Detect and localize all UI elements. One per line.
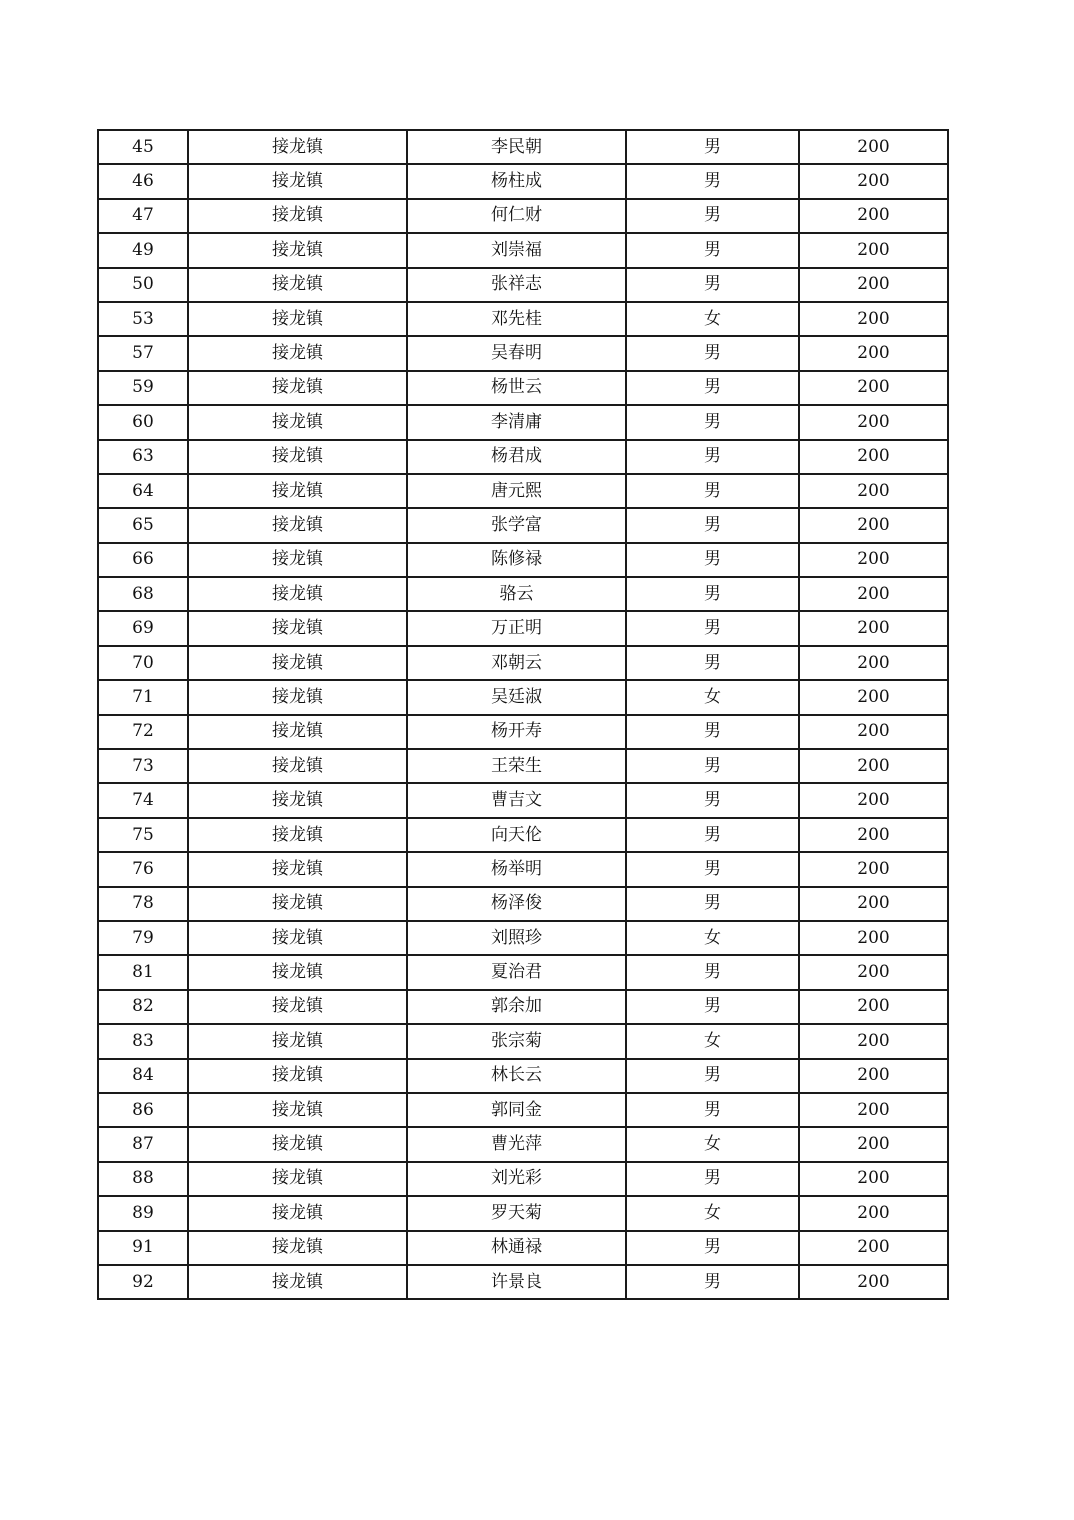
gender-cell: 男: [626, 783, 799, 817]
name-cell: 杨柱成: [407, 164, 626, 198]
gender-cell: 男: [626, 887, 799, 921]
row-number-cell: 87: [98, 1127, 188, 1161]
town-cell: 接龙镇: [188, 646, 407, 680]
table-row: [98, 405, 948, 439]
gender-cell: 男: [626, 1231, 799, 1265]
town-cell: 接龙镇: [188, 164, 407, 198]
table-row: [98, 474, 948, 508]
amount-cell: 200: [799, 508, 948, 542]
town-cell: 接龙镇: [188, 1127, 407, 1161]
row-number-cell: 88: [98, 1162, 188, 1196]
name-cell: 林长云: [407, 1059, 626, 1093]
roster-table-body: [98, 130, 948, 1299]
name-cell: 张学富: [407, 508, 626, 542]
table-row: [98, 336, 948, 370]
table-row: [98, 852, 948, 886]
table-row: [98, 749, 948, 783]
table-row: [98, 921, 948, 955]
gender-cell: 女: [626, 680, 799, 714]
table-row: [98, 1024, 948, 1058]
amount-cell: 200: [799, 1265, 948, 1299]
gender-cell: 男: [626, 1093, 799, 1127]
amount-cell: 200: [799, 646, 948, 680]
row-number-cell: 49: [98, 233, 188, 267]
amount-cell: 200: [799, 715, 948, 749]
amount-cell: 200: [799, 164, 948, 198]
amount-cell: 200: [799, 1231, 948, 1265]
name-cell: 吴廷淑: [407, 680, 626, 714]
name-cell: 邓朝云: [407, 646, 626, 680]
row-number-cell: 81: [98, 955, 188, 989]
row-number-cell: 69: [98, 611, 188, 645]
name-cell: 万正明: [407, 611, 626, 645]
row-number-cell: 64: [98, 474, 188, 508]
name-cell: 杨世云: [407, 371, 626, 405]
name-cell: 杨泽俊: [407, 887, 626, 921]
gender-cell: 男: [626, 440, 799, 474]
town-cell: 接龙镇: [188, 852, 407, 886]
amount-cell: 200: [799, 1162, 948, 1196]
row-number-cell: 53: [98, 302, 188, 336]
gender-cell: 女: [626, 1024, 799, 1058]
amount-cell: 200: [799, 1093, 948, 1127]
table-row: [98, 233, 948, 267]
town-cell: 接龙镇: [188, 715, 407, 749]
name-cell: 林通禄: [407, 1231, 626, 1265]
town-cell: 接龙镇: [188, 577, 407, 611]
table-row: [98, 611, 948, 645]
row-number-cell: 57: [98, 336, 188, 370]
amount-cell: 200: [799, 268, 948, 302]
name-cell: 罗天菊: [407, 1196, 626, 1230]
table-row: [98, 371, 948, 405]
amount-cell: 200: [799, 921, 948, 955]
row-number-cell: 46: [98, 164, 188, 198]
gender-cell: 男: [626, 818, 799, 852]
town-cell: 接龙镇: [188, 130, 407, 164]
gender-cell: 男: [626, 646, 799, 680]
table-row: [98, 1265, 948, 1299]
amount-cell: 200: [799, 749, 948, 783]
row-number-cell: 76: [98, 852, 188, 886]
name-cell: 向天伦: [407, 818, 626, 852]
amount-cell: 200: [799, 233, 948, 267]
town-cell: 接龙镇: [188, 336, 407, 370]
name-cell: 唐元熙: [407, 474, 626, 508]
town-cell: 接龙镇: [188, 818, 407, 852]
gender-cell: 女: [626, 921, 799, 955]
table-row: [98, 1196, 948, 1230]
gender-cell: 男: [626, 1162, 799, 1196]
gender-cell: 男: [626, 990, 799, 1024]
row-number-cell: 47: [98, 199, 188, 233]
name-cell: 陈修禄: [407, 543, 626, 577]
town-cell: 接龙镇: [188, 1024, 407, 1058]
gender-cell: 男: [626, 1265, 799, 1299]
gender-cell: 男: [626, 543, 799, 577]
gender-cell: 男: [626, 1059, 799, 1093]
name-cell: 杨开寿: [407, 715, 626, 749]
name-cell: 刘照珍: [407, 921, 626, 955]
row-number-cell: 50: [98, 268, 188, 302]
table-row: [98, 543, 948, 577]
name-cell: 曹吉文: [407, 783, 626, 817]
table-row: [98, 887, 948, 921]
row-number-cell: 91: [98, 1231, 188, 1265]
row-number-cell: 45: [98, 130, 188, 164]
row-number-cell: 74: [98, 783, 188, 817]
town-cell: 接龙镇: [188, 749, 407, 783]
row-number-cell: 60: [98, 405, 188, 439]
gender-cell: 男: [626, 611, 799, 645]
amount-cell: 200: [799, 405, 948, 439]
row-number-cell: 71: [98, 680, 188, 714]
amount-cell: 200: [799, 199, 948, 233]
gender-cell: 男: [626, 955, 799, 989]
amount-cell: 200: [799, 955, 948, 989]
name-cell: 曹光萍: [407, 1127, 626, 1161]
row-number-cell: 83: [98, 1024, 188, 1058]
row-number-cell: 86: [98, 1093, 188, 1127]
town-cell: 接龙镇: [188, 543, 407, 577]
amount-cell: 200: [799, 1024, 948, 1058]
table-row: [98, 955, 948, 989]
row-number-cell: 82: [98, 990, 188, 1024]
table-row: [98, 302, 948, 336]
amount-cell: 200: [799, 336, 948, 370]
table-row: [98, 990, 948, 1024]
name-cell: 何仁财: [407, 199, 626, 233]
table-row: [98, 577, 948, 611]
table-row: [98, 1127, 948, 1161]
row-number-cell: 92: [98, 1265, 188, 1299]
row-number-cell: 75: [98, 818, 188, 852]
row-number-cell: 63: [98, 440, 188, 474]
town-cell: 接龙镇: [188, 508, 407, 542]
town-cell: 接龙镇: [188, 268, 407, 302]
town-cell: 接龙镇: [188, 887, 407, 921]
town-cell: 接龙镇: [188, 611, 407, 645]
town-cell: 接龙镇: [188, 474, 407, 508]
table-row: [98, 680, 948, 714]
town-cell: 接龙镇: [188, 783, 407, 817]
row-number-cell: 68: [98, 577, 188, 611]
amount-cell: 200: [799, 440, 948, 474]
town-cell: 接龙镇: [188, 1162, 407, 1196]
town-cell: 接龙镇: [188, 371, 407, 405]
amount-cell: 200: [799, 1196, 948, 1230]
row-number-cell: 73: [98, 749, 188, 783]
row-number-cell: 70: [98, 646, 188, 680]
amount-cell: 200: [799, 1059, 948, 1093]
name-cell: 郭同金: [407, 1093, 626, 1127]
gender-cell: 男: [626, 199, 799, 233]
town-cell: 接龙镇: [188, 1265, 407, 1299]
name-cell: 吴春明: [407, 336, 626, 370]
name-cell: 王荣生: [407, 749, 626, 783]
town-cell: 接龙镇: [188, 199, 407, 233]
table-row: [98, 508, 948, 542]
row-number-cell: 84: [98, 1059, 188, 1093]
table-row: [98, 130, 948, 164]
row-number-cell: 79: [98, 921, 188, 955]
amount-cell: 200: [799, 611, 948, 645]
row-number-cell: 59: [98, 371, 188, 405]
town-cell: 接龙镇: [188, 233, 407, 267]
town-cell: 接龙镇: [188, 440, 407, 474]
gender-cell: 男: [626, 749, 799, 783]
row-number-cell: 89: [98, 1196, 188, 1230]
name-cell: 许景良: [407, 1265, 626, 1299]
amount-cell: 200: [799, 887, 948, 921]
gender-cell: 女: [626, 1127, 799, 1161]
amount-cell: 200: [799, 302, 948, 336]
name-cell: 李民朝: [407, 130, 626, 164]
amount-cell: 200: [799, 852, 948, 886]
town-cell: 接龙镇: [188, 921, 407, 955]
table-row: [98, 268, 948, 302]
amount-cell: 200: [799, 680, 948, 714]
gender-cell: 男: [626, 268, 799, 302]
name-cell: 刘崇福: [407, 233, 626, 267]
gender-cell: 男: [626, 164, 799, 198]
town-cell: 接龙镇: [188, 680, 407, 714]
town-cell: 接龙镇: [188, 955, 407, 989]
amount-cell: 200: [799, 474, 948, 508]
amount-cell: 200: [799, 1127, 948, 1161]
amount-cell: 200: [799, 130, 948, 164]
table-row: [98, 1093, 948, 1127]
name-cell: 郭余加: [407, 990, 626, 1024]
amount-cell: 200: [799, 818, 948, 852]
table-row: [98, 199, 948, 233]
town-cell: 接龙镇: [188, 1231, 407, 1265]
gender-cell: 男: [626, 130, 799, 164]
gender-cell: 男: [626, 577, 799, 611]
table-row: [98, 440, 948, 474]
gender-cell: 女: [626, 302, 799, 336]
amount-cell: 200: [799, 783, 948, 817]
gender-cell: 女: [626, 1196, 799, 1230]
row-number-cell: 78: [98, 887, 188, 921]
amount-cell: 200: [799, 371, 948, 405]
name-cell: 骆云: [407, 577, 626, 611]
name-cell: 邓先桂: [407, 302, 626, 336]
gender-cell: 男: [626, 371, 799, 405]
table-row: [98, 783, 948, 817]
amount-cell: 200: [799, 577, 948, 611]
table-row: [98, 164, 948, 198]
town-cell: 接龙镇: [188, 302, 407, 336]
town-cell: 接龙镇: [188, 405, 407, 439]
name-cell: 杨君成: [407, 440, 626, 474]
row-number-cell: 65: [98, 508, 188, 542]
gender-cell: 男: [626, 508, 799, 542]
gender-cell: 男: [626, 715, 799, 749]
name-cell: 夏治君: [407, 955, 626, 989]
gender-cell: 男: [626, 852, 799, 886]
roster-table: [97, 129, 949, 1300]
gender-cell: 男: [626, 474, 799, 508]
table-row: [98, 1059, 948, 1093]
row-number-cell: 72: [98, 715, 188, 749]
town-cell: 接龙镇: [188, 1196, 407, 1230]
table-row: [98, 1231, 948, 1265]
amount-cell: 200: [799, 990, 948, 1024]
row-number-cell: 66: [98, 543, 188, 577]
table-row: [98, 1162, 948, 1196]
amount-cell: 200: [799, 543, 948, 577]
table-row: [98, 646, 948, 680]
table-row: [98, 715, 948, 749]
gender-cell: 男: [626, 336, 799, 370]
name-cell: 李清庸: [407, 405, 626, 439]
table-row: [98, 818, 948, 852]
name-cell: 刘光彩: [407, 1162, 626, 1196]
name-cell: 杨举明: [407, 852, 626, 886]
town-cell: 接龙镇: [188, 1059, 407, 1093]
name-cell: 张宗菊: [407, 1024, 626, 1058]
gender-cell: 男: [626, 233, 799, 267]
gender-cell: 男: [626, 405, 799, 439]
name-cell: 张祥志: [407, 268, 626, 302]
town-cell: 接龙镇: [188, 1093, 407, 1127]
town-cell: 接龙镇: [188, 990, 407, 1024]
